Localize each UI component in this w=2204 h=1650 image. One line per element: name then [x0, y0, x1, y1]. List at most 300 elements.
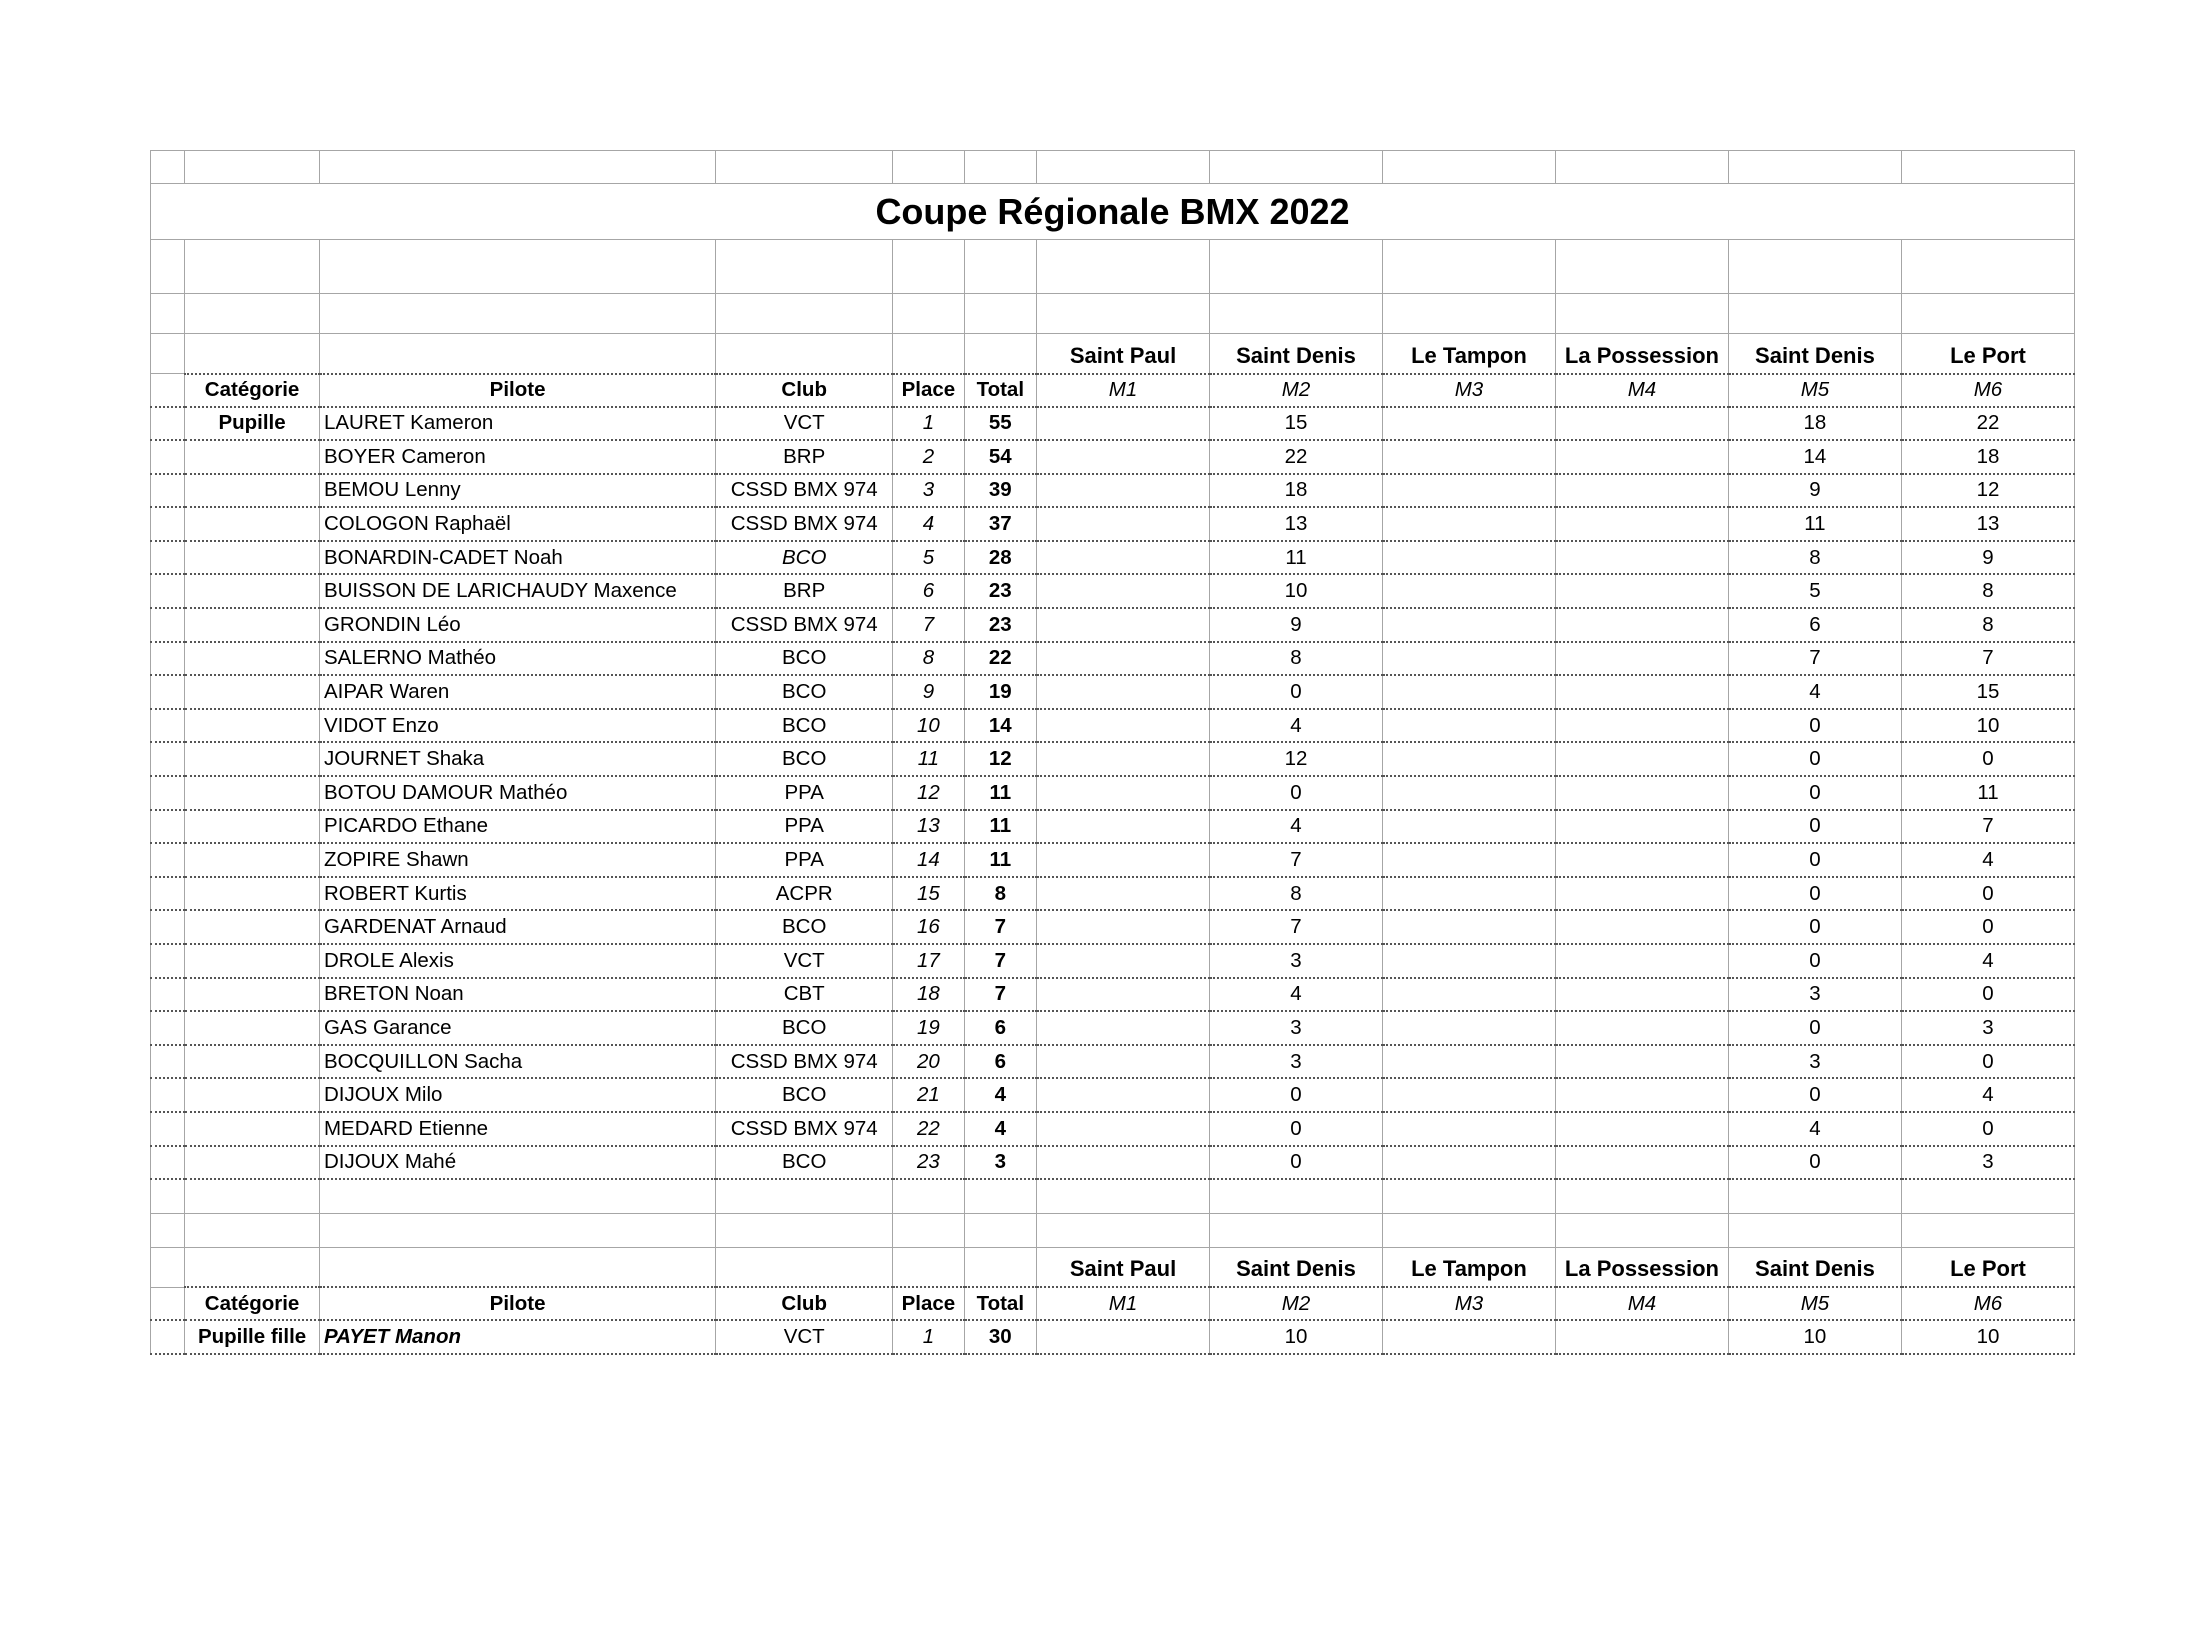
round-score-m6: 15 — [1901, 675, 2074, 709]
round-score-m4 — [1555, 541, 1728, 575]
round-score-m3 — [1382, 1011, 1555, 1045]
round-score-m4 — [1555, 1078, 1728, 1112]
club: BCO — [716, 1011, 893, 1045]
round-score-m2: 3 — [1210, 944, 1383, 978]
blank-row — [151, 240, 2075, 294]
table-row — [151, 1146, 2075, 1180]
venue-header: La Possession — [1555, 334, 1728, 374]
venue-header: Saint Paul — [1037, 334, 1210, 374]
round-score-m1 — [1037, 407, 1210, 441]
round-score-m4 — [1555, 1146, 1728, 1180]
venue-header: La Possession — [1555, 1247, 1728, 1287]
place: 16 — [893, 910, 964, 944]
empty-cell — [151, 776, 185, 810]
round-score-m2: 10 — [1210, 574, 1383, 608]
round-score-m3 — [1382, 843, 1555, 877]
round-score-m2: 12 — [1210, 742, 1383, 776]
round-score-m3 — [1382, 1045, 1555, 1079]
total: 54 — [964, 440, 1036, 474]
empty-cell — [185, 642, 320, 676]
club: CSSD BMX 974 — [716, 1112, 893, 1146]
round-score-m2: 11 — [1210, 541, 1383, 575]
round-score-m6: 13 — [1901, 507, 2074, 541]
table-row — [151, 978, 2075, 1012]
round-score-m6: 4 — [1901, 1078, 2074, 1112]
round-score-m2: 18 — [1210, 474, 1383, 508]
empty-cell — [185, 978, 320, 1012]
empty-cell — [185, 709, 320, 743]
round-score-m1 — [1037, 440, 1210, 474]
round-score-m5: 4 — [1728, 675, 1901, 709]
place: 11 — [893, 742, 964, 776]
round-score-m4 — [1555, 574, 1728, 608]
club-header: Club — [716, 1287, 893, 1320]
total: 8 — [964, 877, 1036, 911]
round-score-m3 — [1382, 440, 1555, 474]
round-score-m4 — [1555, 1045, 1728, 1079]
place: 13 — [893, 810, 964, 844]
round-score-m3 — [1382, 541, 1555, 575]
round-score-m3 — [1382, 507, 1555, 541]
round-score-m5: 0 — [1728, 1011, 1901, 1045]
round-score-m1 — [1037, 843, 1210, 877]
club: BRP — [716, 440, 893, 474]
pilote-name: GARDENAT Arnaud — [319, 910, 715, 944]
empty-cell — [151, 675, 185, 709]
table-row — [151, 709, 2075, 743]
empty-cell — [151, 843, 185, 877]
table-row — [151, 642, 2075, 676]
round-score-m5: 18 — [1728, 407, 1901, 441]
table-row — [151, 1112, 2075, 1146]
round-score-m5: 3 — [1728, 1045, 1901, 1079]
round-score-m3 — [1382, 944, 1555, 978]
place: 3 — [893, 474, 964, 508]
round-score-m4 — [1555, 1112, 1728, 1146]
round-score-m4 — [1555, 742, 1728, 776]
pilote-name: COLOGON Raphaël — [319, 507, 715, 541]
club: CSSD BMX 974 — [716, 474, 893, 508]
round-score-m1 — [1037, 474, 1210, 508]
round-score-m3 — [1382, 608, 1555, 642]
empty-cell — [185, 1146, 320, 1180]
round-score-m5: 3 — [1728, 978, 1901, 1012]
table-row — [151, 1011, 2075, 1045]
round-score-m6: 3 — [1901, 1146, 2074, 1180]
round-score-m3 — [1382, 642, 1555, 676]
round-score-m3 — [1382, 1112, 1555, 1146]
club: VCT — [716, 1320, 893, 1354]
round-score-m1 — [1037, 1112, 1210, 1146]
round-score-m3 — [1382, 910, 1555, 944]
total: 11 — [964, 843, 1036, 877]
club: BRP — [716, 574, 893, 608]
round-score-m2: 10 — [1210, 1320, 1383, 1354]
round-score-m5: 0 — [1728, 877, 1901, 911]
total: 39 — [964, 474, 1036, 508]
category-label: Pupille fille — [185, 1320, 320, 1354]
round-score-m4 — [1555, 642, 1728, 676]
round-score-m2: 22 — [1210, 440, 1383, 474]
empty-cell — [185, 1078, 320, 1112]
empty-cell — [185, 574, 320, 608]
pilote-name: BOCQUILLON Sacha — [319, 1045, 715, 1079]
empty-cell — [319, 334, 715, 374]
round-score-m4 — [1555, 440, 1728, 474]
round-score-m3 — [1382, 1320, 1555, 1354]
round-score-m2: 15 — [1210, 407, 1383, 441]
round-score-m1 — [1037, 910, 1210, 944]
table-row — [151, 776, 2075, 810]
empty-cell — [151, 1146, 185, 1180]
total: 4 — [964, 1078, 1036, 1112]
club: CBT — [716, 978, 893, 1012]
club: BCO — [716, 1146, 893, 1180]
round-score-m6: 4 — [1901, 944, 2074, 978]
total: 19 — [964, 675, 1036, 709]
place: 1 — [893, 1320, 964, 1354]
empty-cell — [185, 910, 320, 944]
empty-cell — [151, 334, 185, 374]
empty-cell — [151, 1112, 185, 1146]
club: BCO — [716, 709, 893, 743]
round-header: M5 — [1728, 374, 1901, 407]
blank-row — [151, 1179, 2075, 1213]
round-score-m2: 4 — [1210, 709, 1383, 743]
venue-header: Le Port — [1901, 1247, 2074, 1287]
pilote-name: JOURNET Shaka — [319, 742, 715, 776]
venue-header: Le Tampon — [1382, 1247, 1555, 1287]
empty-cell — [151, 877, 185, 911]
round-score-m2: 9 — [1210, 608, 1383, 642]
table-row — [151, 1320, 2075, 1354]
round-score-m1 — [1037, 642, 1210, 676]
round-score-m4 — [1555, 1320, 1728, 1354]
table-row — [151, 675, 2075, 709]
categorie-header: Catégorie — [185, 1287, 320, 1320]
empty-cell — [964, 1247, 1036, 1287]
pilote-name: LAURET Kameron — [319, 407, 715, 441]
pilote-name: DIJOUX Mahé — [319, 1146, 715, 1180]
round-score-m1 — [1037, 675, 1210, 709]
total: 14 — [964, 709, 1036, 743]
round-header: M5 — [1728, 1287, 1901, 1320]
round-header: M3 — [1382, 1287, 1555, 1320]
round-score-m3 — [1382, 474, 1555, 508]
place: 18 — [893, 978, 964, 1012]
round-score-m3 — [1382, 742, 1555, 776]
empty-cell — [185, 474, 320, 508]
column-header-row — [151, 374, 2075, 407]
round-score-m2: 0 — [1210, 1146, 1383, 1180]
total: 7 — [964, 910, 1036, 944]
venue-header: Saint Denis — [1728, 1247, 1901, 1287]
total: 6 — [964, 1045, 1036, 1079]
place: 23 — [893, 1146, 964, 1180]
place: 12 — [893, 776, 964, 810]
place-header: Place — [893, 374, 964, 407]
club: BCO — [716, 541, 893, 575]
round-score-m2: 4 — [1210, 978, 1383, 1012]
place: 10 — [893, 709, 964, 743]
round-score-m4 — [1555, 944, 1728, 978]
round-score-m3 — [1382, 810, 1555, 844]
round-score-m2: 0 — [1210, 1112, 1383, 1146]
table-row — [151, 1045, 2075, 1079]
total: 12 — [964, 742, 1036, 776]
round-score-m6: 0 — [1901, 742, 2074, 776]
round-score-m6: 0 — [1901, 910, 2074, 944]
club: PPA — [716, 776, 893, 810]
round-header: M1 — [1037, 1287, 1210, 1320]
round-score-m4 — [1555, 978, 1728, 1012]
round-score-m2: 0 — [1210, 776, 1383, 810]
round-score-m6: 8 — [1901, 608, 2074, 642]
table-row — [151, 541, 2075, 575]
title-row — [151, 184, 2075, 240]
blank-row — [151, 294, 2075, 334]
round-score-m5: 0 — [1728, 709, 1901, 743]
round-header: M4 — [1555, 1287, 1728, 1320]
empty-header-row — [151, 151, 2075, 184]
empty-cell — [185, 742, 320, 776]
club: BCO — [716, 742, 893, 776]
pilote-name: PAYET Manon — [319, 1320, 715, 1354]
empty-cell — [185, 843, 320, 877]
empty-cell — [185, 334, 320, 374]
empty-cell — [151, 440, 185, 474]
empty-cell — [151, 407, 185, 441]
round-score-m4 — [1555, 1011, 1728, 1045]
total: 6 — [964, 1011, 1036, 1045]
round-score-m6: 0 — [1901, 978, 2074, 1012]
round-score-m4 — [1555, 776, 1728, 810]
round-score-m1 — [1037, 1320, 1210, 1354]
pilote-name: ZOPIRE Shawn — [319, 843, 715, 877]
round-score-m2: 7 — [1210, 910, 1383, 944]
round-score-m5: 0 — [1728, 1146, 1901, 1180]
round-score-m6: 11 — [1901, 776, 2074, 810]
empty-cell — [185, 1247, 320, 1287]
empty-cell — [151, 374, 185, 407]
club: CSSD BMX 974 — [716, 507, 893, 541]
round-score-m6: 9 — [1901, 541, 2074, 575]
round-score-m5: 14 — [1728, 440, 1901, 474]
total: 3 — [964, 1146, 1036, 1180]
round-header: M6 — [1901, 374, 2074, 407]
empty-cell — [151, 1287, 185, 1320]
round-score-m6: 7 — [1901, 642, 2074, 676]
round-score-m2: 7 — [1210, 843, 1383, 877]
round-score-m1 — [1037, 1078, 1210, 1112]
place: 4 — [893, 507, 964, 541]
total: 7 — [964, 978, 1036, 1012]
round-score-m5: 0 — [1728, 776, 1901, 810]
total: 11 — [964, 810, 1036, 844]
round-score-m5: 0 — [1728, 810, 1901, 844]
round-score-m1 — [1037, 608, 1210, 642]
round-score-m1 — [1037, 944, 1210, 978]
round-score-m5: 5 — [1728, 574, 1901, 608]
round-score-m3 — [1382, 978, 1555, 1012]
table-row — [151, 944, 2075, 978]
total: 22 — [964, 642, 1036, 676]
empty-cell — [151, 507, 185, 541]
round-score-m5: 0 — [1728, 944, 1901, 978]
total: 30 — [964, 1320, 1036, 1354]
club: BCO — [716, 642, 893, 676]
venue-header: Saint Denis — [1210, 334, 1383, 374]
results-sheet — [150, 150, 2075, 1355]
round-header: M2 — [1210, 374, 1383, 407]
club: PPA — [716, 843, 893, 877]
round-score-m6: 0 — [1901, 1045, 2074, 1079]
round-score-m4 — [1555, 407, 1728, 441]
pilote-name: GRONDIN Léo — [319, 608, 715, 642]
table-row — [151, 742, 2075, 776]
round-score-m4 — [1555, 474, 1728, 508]
place: 14 — [893, 843, 964, 877]
table-row — [151, 1078, 2075, 1112]
empty-cell — [151, 541, 185, 575]
empty-cell — [151, 810, 185, 844]
place: 8 — [893, 642, 964, 676]
round-score-m6: 10 — [1901, 709, 2074, 743]
place: 17 — [893, 944, 964, 978]
round-score-m6: 10 — [1901, 1320, 2074, 1354]
round-score-m4 — [1555, 608, 1728, 642]
empty-cell — [185, 776, 320, 810]
pilote-name: BOYER Cameron — [319, 440, 715, 474]
venue-header-row — [151, 334, 2075, 374]
club: CSSD BMX 974 — [716, 1045, 893, 1079]
table-row — [151, 407, 2075, 441]
round-score-m5: 0 — [1728, 910, 1901, 944]
table-row — [151, 843, 2075, 877]
pilote-name: BOTOU DAMOUR Mathéo — [319, 776, 715, 810]
total: 23 — [964, 608, 1036, 642]
table-row — [151, 877, 2075, 911]
pilote-header: Pilote — [319, 374, 715, 407]
round-score-m1 — [1037, 541, 1210, 575]
round-score-m4 — [1555, 810, 1728, 844]
round-score-m6: 4 — [1901, 843, 2074, 877]
empty-cell — [185, 675, 320, 709]
column-header-row — [151, 1287, 2075, 1320]
empty-cell — [185, 1045, 320, 1079]
empty-cell — [185, 810, 320, 844]
table-row — [151, 574, 2075, 608]
pilote-name: DIJOUX Milo — [319, 1078, 715, 1112]
round-score-m1 — [1037, 742, 1210, 776]
club: PPA — [716, 810, 893, 844]
round-score-m5: 0 — [1728, 1078, 1901, 1112]
empty-cell — [185, 541, 320, 575]
round-score-m6: 7 — [1901, 810, 2074, 844]
table-row — [151, 440, 2075, 474]
total: 4 — [964, 1112, 1036, 1146]
round-score-m4 — [1555, 843, 1728, 877]
pilote-header: Pilote — [319, 1287, 715, 1320]
round-score-m5: 0 — [1728, 742, 1901, 776]
round-score-m5: 9 — [1728, 474, 1901, 508]
round-score-m4 — [1555, 507, 1728, 541]
table-row — [151, 507, 2075, 541]
round-score-m6: 12 — [1901, 474, 2074, 508]
place: 6 — [893, 574, 964, 608]
empty-cell — [151, 1078, 185, 1112]
round-score-m1 — [1037, 810, 1210, 844]
club: CSSD BMX 974 — [716, 608, 893, 642]
pilote-name: GAS Garance — [319, 1011, 715, 1045]
empty-cell — [151, 910, 185, 944]
empty-cell — [185, 877, 320, 911]
table-row — [151, 608, 2075, 642]
pilote-name: VIDOT Enzo — [319, 709, 715, 743]
page-title: Coupe Régionale BMX 2022 — [151, 184, 2075, 240]
pilote-name: ROBERT Kurtis — [319, 877, 715, 911]
pilote-name: BRETON Noan — [319, 978, 715, 1012]
empty-cell — [151, 709, 185, 743]
empty-cell — [151, 574, 185, 608]
total: 55 — [964, 407, 1036, 441]
place: 21 — [893, 1078, 964, 1112]
club: BCO — [716, 1078, 893, 1112]
empty-cell — [151, 474, 185, 508]
blank-row — [151, 1213, 2075, 1247]
round-score-m2: 0 — [1210, 1078, 1383, 1112]
round-score-m5: 6 — [1728, 608, 1901, 642]
empty-cell — [185, 507, 320, 541]
pilote-name: BONARDIN-CADET Noah — [319, 541, 715, 575]
round-header: M3 — [1382, 374, 1555, 407]
round-score-m1 — [1037, 877, 1210, 911]
empty-cell — [151, 1320, 185, 1354]
round-score-m1 — [1037, 709, 1210, 743]
empty-cell — [151, 1011, 185, 1045]
empty-cell — [319, 1247, 715, 1287]
place: 7 — [893, 608, 964, 642]
empty-cell — [151, 642, 185, 676]
venue-header: Saint Paul — [1037, 1247, 1210, 1287]
empty-cell — [185, 608, 320, 642]
round-score-m6: 18 — [1901, 440, 2074, 474]
round-score-m3 — [1382, 675, 1555, 709]
pilote-name: AIPAR Waren — [319, 675, 715, 709]
round-header: M1 — [1037, 374, 1210, 407]
round-score-m2: 3 — [1210, 1045, 1383, 1079]
round-score-m3 — [1382, 407, 1555, 441]
round-score-m3 — [1382, 709, 1555, 743]
place: 1 — [893, 407, 964, 441]
empty-cell — [893, 1247, 964, 1287]
round-score-m5: 11 — [1728, 507, 1901, 541]
category-label: Pupille — [185, 407, 320, 441]
empty-cell — [185, 1112, 320, 1146]
categorie-header: Catégorie — [185, 374, 320, 407]
round-score-m2: 8 — [1210, 877, 1383, 911]
round-score-m2: 13 — [1210, 507, 1383, 541]
round-score-m3 — [1382, 877, 1555, 911]
round-score-m1 — [1037, 776, 1210, 810]
round-score-m1 — [1037, 978, 1210, 1012]
round-score-m4 — [1555, 877, 1728, 911]
empty-cell — [151, 1247, 185, 1287]
venue-header: Saint Denis — [1728, 334, 1901, 374]
total: 37 — [964, 507, 1036, 541]
pilote-name: BEMOU Lenny — [319, 474, 715, 508]
round-score-m4 — [1555, 675, 1728, 709]
